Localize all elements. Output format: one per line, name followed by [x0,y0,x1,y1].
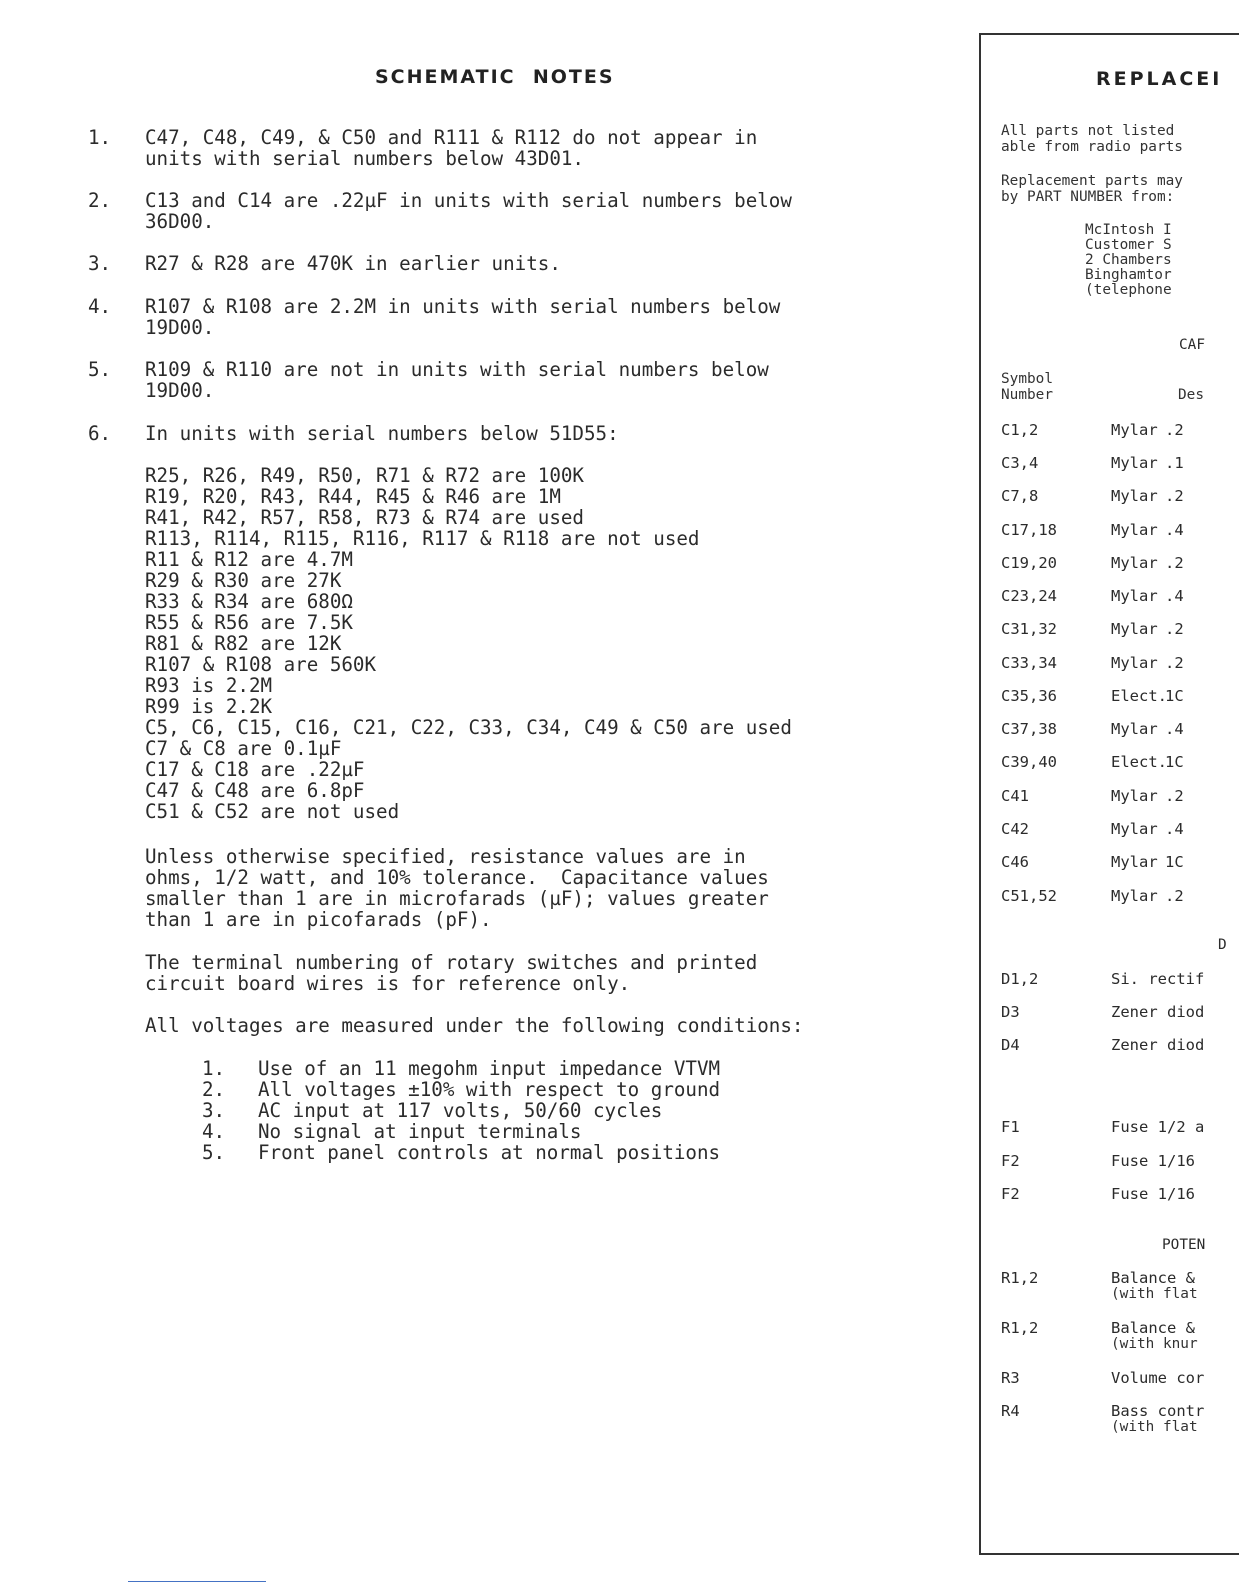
address-line: Binghamtor [1085,267,1172,283]
note-number: 5. [88,358,112,381]
value: .2 [1165,487,1184,505]
note6-list [145,465,792,822]
value: .2 [1165,787,1184,805]
condition-text: No signal at input terminals [258,1120,582,1143]
symbol: C41 [1001,787,1029,805]
description-continued: (with flat [1111,1419,1198,1435]
table-row [981,654,1241,674]
symbol: F1 [1001,1118,1020,1136]
intro-line: Replacement parts may [1001,173,1183,189]
list-item: C17 & C18 are .22µF [145,758,365,781]
type: Mylar [1111,421,1158,439]
condition-number: 3. [202,1099,226,1122]
condition-text: Use of an 11 megohm input impedance VTVM [258,1057,721,1080]
table-row [981,720,1241,740]
description: Balance & [1111,1319,1195,1337]
list-item: R25, R26, R49, R50, R71 & R72 are 100K [145,464,584,487]
note-number: 3. [88,252,112,275]
table-row [981,1185,1241,1205]
intro-line: by PART NUMBER from: [1001,189,1175,205]
type: Mylar [1111,720,1158,738]
capacitors-heading: CAF [1179,337,1205,353]
description: Zener diod [1111,1003,1205,1021]
note-number: 4. [88,295,112,318]
type: Mylar [1111,787,1158,805]
value: .1 [1165,454,1184,472]
symbol: D4 [1001,1036,1020,1054]
value: .2 [1165,421,1184,439]
type: Mylar [1111,454,1158,472]
table-row [981,421,1241,441]
note-text: R107 & R108 are 2.2M in units with serial numbers below [145,295,781,318]
symbol: F2 [1001,1185,1020,1203]
list-item: C47 & C48 are 6.8pF [145,779,365,802]
type: Mylar [1111,820,1158,838]
list-item: C7 & C8 are 0.1µF [145,737,342,760]
note-text: R27 & R28 are 470K in earlier units. [145,252,561,275]
table-row [981,587,1241,607]
condition-text: All voltages ±10% with respect to ground [258,1078,721,1101]
type: Mylar [1111,620,1158,638]
description-continued: (with knur [1111,1336,1198,1352]
description: Bass contr [1111,1402,1205,1420]
type: Mylar [1111,587,1158,605]
symbol: R3 [1001,1369,1020,1387]
value: 1C [1165,687,1184,705]
panel-title: REPLACEI [1096,68,1223,90]
condition-number: 1. [202,1057,226,1080]
list-item: R41, R42, R57, R58, R73 & R74 are used [145,506,584,529]
type: Elect. [1111,753,1167,771]
table-row [981,687,1241,707]
table-row [981,753,1241,773]
column-header-number: Number [1001,387,1053,403]
type: Elect. [1111,687,1167,705]
address-line: (telephone [1085,282,1172,298]
symbol: F2 [1001,1152,1020,1170]
value: .2 [1165,554,1184,572]
terminal-paragraph [145,952,757,994]
table-row [981,1118,1241,1138]
description: Fuse 1/2 a [1111,1118,1205,1136]
voltages-paragraph: All voltages are measured under the following conditions: [145,1014,804,1037]
condition-text: Front panel controls at normal positions [258,1141,721,1164]
symbol: C31,32 [1001,620,1057,638]
symbol: C23,24 [1001,587,1057,605]
note-text: R109 & R110 are not in units with serial numbers below [145,358,769,381]
list-item: R55 & R56 are 7.5K [145,611,353,634]
description: Fuse 1/16 [1111,1152,1195,1170]
list-item: R113, R114, R115, R116, R117 & R118 are not used [145,527,700,550]
diodes-heading: D [1218,937,1227,953]
page-title: SCHEMATIC NOTES [375,66,615,88]
address-line: McIntosh I [1085,222,1172,238]
symbol: C42 [1001,820,1029,838]
paragraph-line: smaller than 1 are in microfarads (µF); values greater [145,887,769,910]
value: 1C [1165,853,1184,871]
list-item: C5, C6, C15, C16, C21, C22, C33, C34, C49 & C50 are used [145,716,792,739]
symbol: C33,34 [1001,654,1057,672]
symbol: C51,52 [1001,887,1057,905]
paragraph-line: Unless otherwise specified, resistance values are in [145,845,746,868]
replacement-parts-panel [979,33,1239,1555]
list-item: R107 & R108 are 560K [145,653,377,676]
list-item: R81 & R82 are 12K [145,632,342,655]
paragraph-line: than 1 are in picofarads (pF). [145,908,492,931]
table-row [981,1152,1241,1172]
note-number: 2. [88,189,112,212]
table-row [981,853,1241,873]
table-row [981,1036,1241,1056]
symbol: D1,2 [1001,970,1039,988]
list-item: R19, R20, R43, R44, R45 & R46 are 1M [145,485,561,508]
value: .4 [1165,521,1184,539]
description: Balance & [1111,1269,1195,1287]
symbol: R4 [1001,1402,1020,1420]
value: .4 [1165,587,1184,605]
condition-number: 2. [202,1078,226,1101]
table-row [981,787,1241,807]
description: Fuse 1/16 [1111,1185,1195,1203]
note-text: 36D00. [145,210,215,233]
note-text: units with serial numbers below 43D01. [145,147,584,170]
address-line: 2 Chambers [1085,252,1172,268]
symbol: C19,20 [1001,554,1057,572]
value: .2 [1165,887,1184,905]
units-paragraph [145,846,769,930]
value: .2 [1165,654,1184,672]
value: .2 [1165,620,1184,638]
note-number: 1. [88,126,112,149]
symbol: C37,38 [1001,720,1057,738]
intro-line: All parts not listed [1001,123,1175,139]
intro-line: able from radio parts [1001,139,1183,155]
list-item: R93 is 2.2M [145,674,273,697]
address-line: Customer S [1085,237,1172,253]
table-row [981,554,1241,574]
table-row [981,970,1241,990]
list-item: R99 is 2.2K [145,695,273,718]
type: Mylar [1111,887,1158,905]
paragraph-line: circuit board wires is for reference only. [145,972,631,995]
list-item: R33 & R34 are 680Ω [145,590,353,613]
symbol: C39,40 [1001,753,1057,771]
note-text: C13 and C14 are .22µF in units with serial numbers below [145,189,792,212]
type: Mylar [1111,853,1158,871]
table-row [981,521,1241,541]
symbol: C46 [1001,853,1029,871]
note-text: In units with serial numbers below 51D55: [145,422,619,445]
list-item: C51 & C52 are not used [145,800,400,823]
page-edge-line [128,1581,266,1582]
type: Mylar [1111,521,1158,539]
symbol: C1,2 [1001,421,1039,439]
table-row [981,1003,1241,1023]
potentiometers-heading: POTEN [1162,1237,1206,1253]
symbol: C35,36 [1001,687,1057,705]
table-row [981,454,1241,474]
paragraph-line: The terminal numbering of rotary switches and printed [145,951,758,974]
description: Zener diod [1111,1036,1205,1054]
symbol: C3,4 [1001,454,1039,472]
description: Si. rectif [1111,970,1205,988]
column-header-description: Des [1178,387,1204,403]
value: .4 [1165,720,1184,738]
column-header-symbol: Symbol [1001,371,1053,387]
type: Mylar [1111,554,1158,572]
symbol: C7,8 [1001,487,1039,505]
paragraph-line: ohms, 1/2 watt, and 10% tolerance. Capacitance values [145,866,769,889]
description: Volume cor [1111,1369,1205,1387]
symbol: R1,2 [1001,1269,1039,1287]
table-row [981,820,1241,840]
type: Mylar [1111,654,1158,672]
table-row [981,887,1241,907]
table-row [981,620,1241,640]
table-row [981,487,1241,507]
note-number: 6. [88,422,112,445]
value: 1C [1165,753,1184,771]
list-item: R29 & R30 are 27K [145,569,342,592]
note-text: 19D00. [145,379,215,402]
condition-text: AC input at 117 volts, 50/60 cycles [258,1099,663,1122]
symbol: R1,2 [1001,1319,1039,1337]
table-row [981,1369,1241,1389]
description-continued: (with flat [1111,1286,1198,1302]
symbol: C17,18 [1001,521,1057,539]
condition-number: 4. [202,1120,226,1143]
condition-number: 5. [202,1141,226,1164]
note-text: C47, C48, C49, & C50 and R111 & R112 do not appear in [145,126,758,149]
list-item: R11 & R12 are 4.7M [145,548,353,571]
value: .4 [1165,820,1184,838]
note-text: 19D00. [145,316,215,339]
type: Mylar [1111,487,1158,505]
symbol: D3 [1001,1003,1020,1021]
